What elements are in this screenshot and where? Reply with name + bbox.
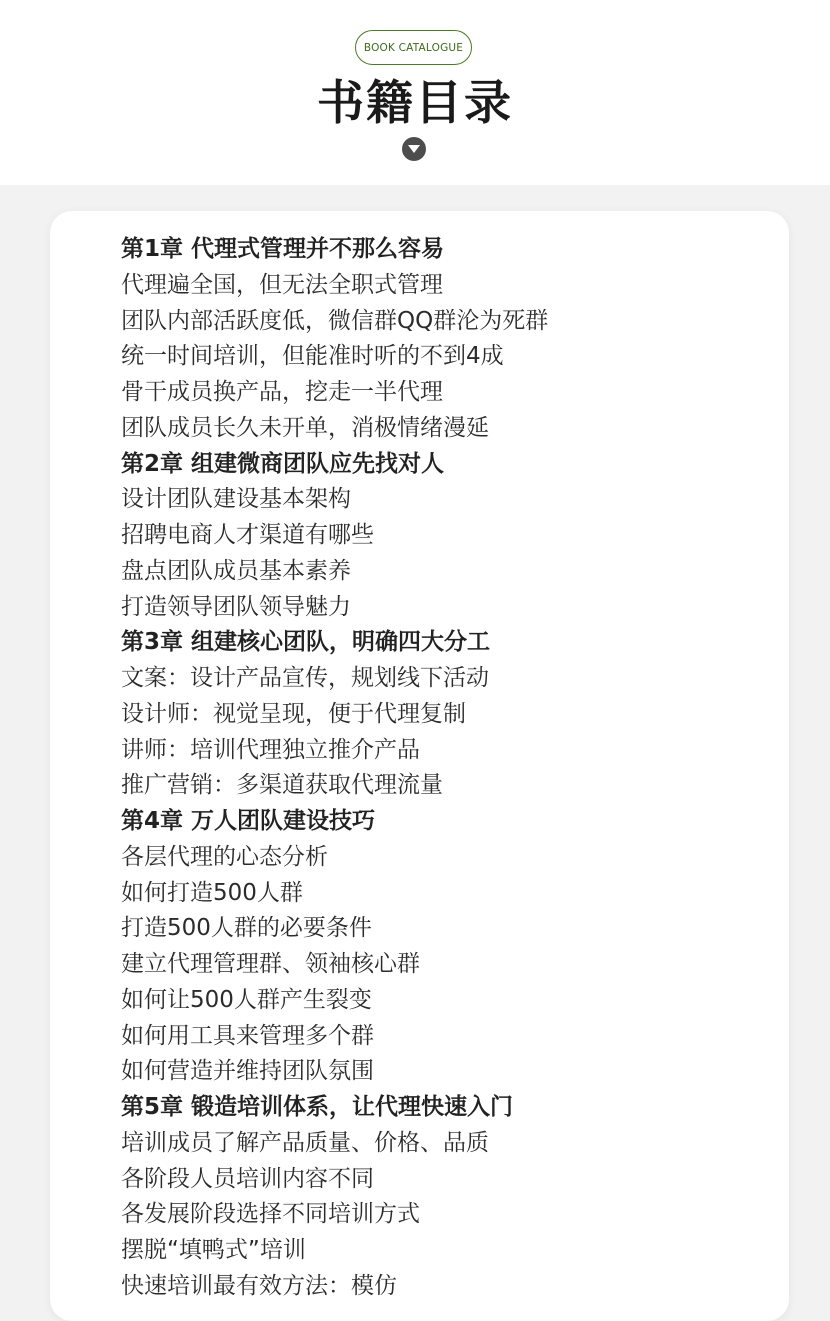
toc-section-item: 如何让500人群产生裂变 [121, 986, 372, 1013]
toc-chapter-heading: 第4章 万人团队建设技巧 [121, 808, 376, 834]
toc-section-item: 各阶段人员培训内容不同 [121, 1165, 374, 1192]
toc-section-item: 如何营造并维持团队氛围 [121, 1058, 374, 1085]
toc-section-item: 各层代理的心态分析 [121, 843, 328, 870]
toc-section-item: 推广营销：多渠道获取代理流量 [121, 772, 443, 799]
catalogue-header [0, 0, 830, 185]
toc-section-item: 如何用工具来管理多个群 [121, 1022, 374, 1049]
book-catalogue-badge: BOOK CATALOGUE [355, 30, 472, 65]
toc-section-item: 文案：设计产品宣传，规划线下活动 [121, 665, 489, 691]
toc-section-item: 建立代理管理群、领袖核心群 [121, 951, 420, 977]
toc-section-item: 统一时间培训，但能准时听的不到4成 [121, 343, 504, 370]
toc-section-item: 如何打造500人群 [121, 879, 303, 906]
toc-chapter-heading: 第1章 代理式管理并不那么容易 [121, 236, 445, 262]
table-of-contents [121, 232, 761, 1305]
toc-section-item: 摆脱“填鸭式”培训 [121, 1237, 306, 1263]
toc-section-item: 快速培训最有效方法：模仿 [121, 1272, 397, 1299]
toc-section-item: 各发展阶段选择不同培训方式 [121, 1201, 420, 1228]
toc-chapter-heading: 第3章 组建核心团队，明确四大分工 [121, 629, 491, 656]
page-title: 书籍目录 [317, 76, 513, 131]
toc-section-item: 盘点团队成员基本素养 [121, 557, 351, 584]
toc-section-item: 打造500人群的必要条件 [121, 915, 372, 942]
toc-section-item: 设计师：视觉呈现，便于代理复制 [121, 700, 466, 727]
toc-section-item: 团队成员长久未开单，消极情绪漫延 [121, 414, 489, 441]
toc-chapter-heading: 第2章 组建微商团队应先找对人 [121, 450, 445, 477]
toc-section-item: 团队内部活跃度低，微信群QQ群沦为死群 [121, 307, 549, 334]
toc-section-item: 培训成员了解产品质量、价格、品质 [121, 1129, 489, 1156]
toc-section-item: 打造领导团队领导魅力 [121, 593, 351, 620]
toc-section-item: 招聘电商人才渠道有哪些 [121, 522, 374, 548]
toc-section-item: 讲师：培训代理独立推介产品 [121, 736, 420, 763]
toc-section-item: 代理遍全国，但无法全职式管理 [121, 271, 443, 298]
toc-section-item: 骨干成员换产品，挖走一半代理 [121, 379, 443, 405]
chevron-down-circle-icon [402, 137, 426, 161]
toc-section-item: 设计团队建设基本架构 [121, 486, 351, 513]
toc-chapter-heading: 第5章 锻造培训体系，让代理快速入门 [121, 1094, 514, 1120]
